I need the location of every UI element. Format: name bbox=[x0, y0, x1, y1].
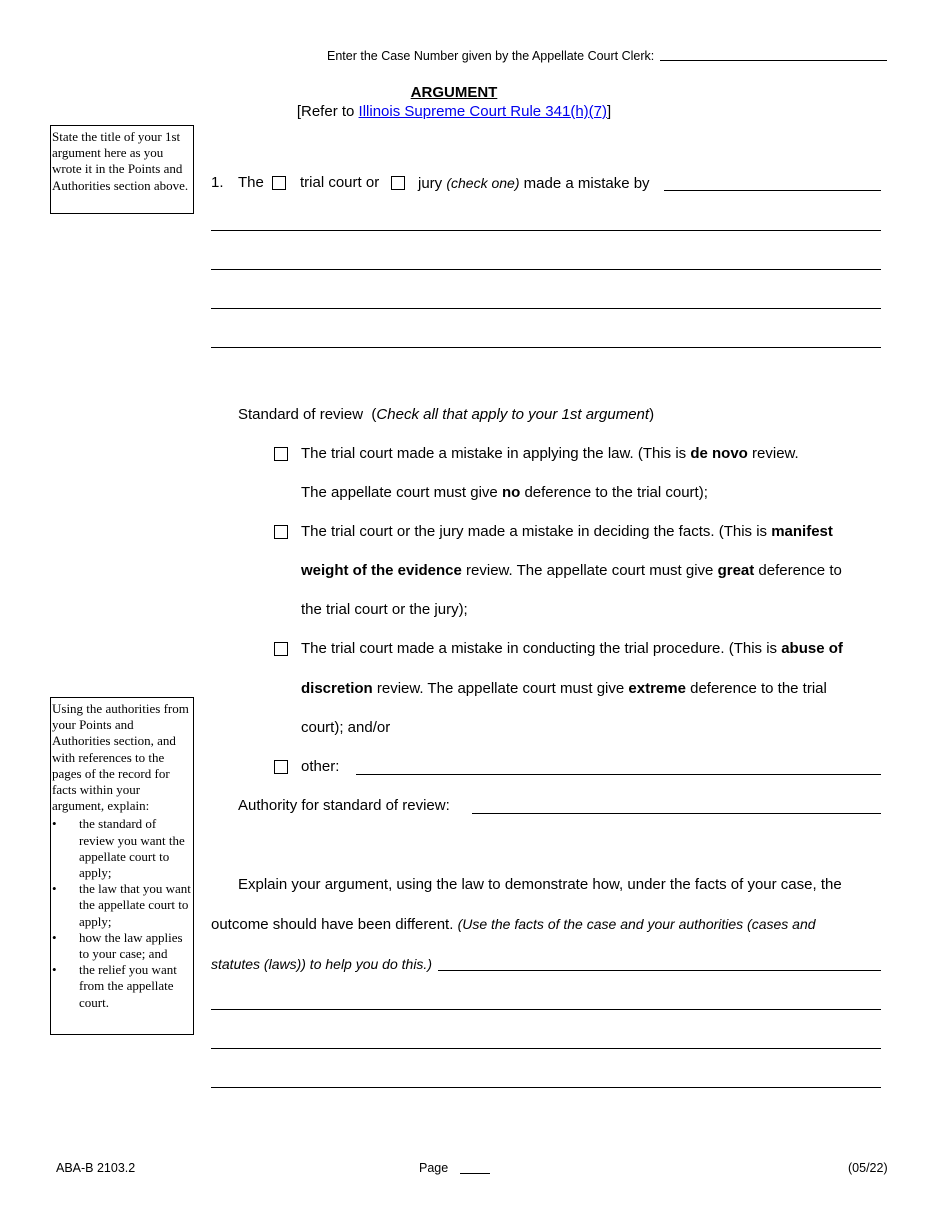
explain-line3: statutes (laws)) to help you do this.) bbox=[211, 956, 432, 972]
manifest-weight-checkbox[interactable] bbox=[274, 525, 288, 539]
form-date: (05/22) bbox=[848, 1161, 888, 1175]
option-manifest-line3: the trial court or the jury); bbox=[301, 601, 468, 618]
case-number-field[interactable] bbox=[660, 60, 887, 61]
argument-title-line-3[interactable] bbox=[211, 269, 881, 270]
argument-rest bbox=[418, 174, 650, 193]
page-title: ARGUMENT bbox=[410, 84, 498, 101]
authority-label: Authority for standard of review: bbox=[238, 797, 450, 814]
option-abuse-line1: The trial court made a mistake in conducting the trial procedure. (This is abuse of bbox=[301, 640, 843, 657]
check-one-hint: (check one) bbox=[446, 175, 520, 191]
option-manifest-line2: weight of the evidence review. The appellate court must give great deference to bbox=[301, 562, 842, 579]
page-number-field[interactable] bbox=[460, 1173, 490, 1174]
made-mistake-label: made a mistake by bbox=[523, 175, 650, 192]
option-abuse-line2: discretion review. The appellate court must give extreme deference to the trial bbox=[301, 680, 827, 697]
argument-title-line-5[interactable] bbox=[211, 347, 881, 348]
jury-checkbox[interactable] bbox=[391, 176, 405, 190]
list-item: • the standard of review you want the appellate court to apply; bbox=[52, 816, 191, 881]
argument-title-field[interactable] bbox=[664, 190, 881, 191]
refer-suffix: ] bbox=[606, 103, 612, 120]
rule-link[interactable]: Illinois Supreme Court Rule 341(h)(7) bbox=[358, 103, 607, 120]
option-abuse-line3: court); and/or bbox=[301, 719, 391, 736]
other-checkbox[interactable] bbox=[274, 760, 288, 774]
de-novo-checkbox[interactable] bbox=[274, 447, 288, 461]
list-item: • the law that you want the appellate court to apply; bbox=[52, 881, 191, 930]
trial-court-label: trial court or bbox=[300, 174, 380, 191]
explain-line2: outcome should have been different. (Use the facts of the case and your authorities (cases and bbox=[211, 916, 816, 933]
standard-label: Standard of review bbox=[238, 406, 364, 423]
explain-field-1[interactable] bbox=[438, 970, 881, 971]
explain-field-2[interactable] bbox=[211, 1009, 881, 1010]
option-manifest-line1: The trial court or the jury made a mistake in deciding the facts. (This is manifest bbox=[301, 523, 833, 540]
explain-line1: Explain your argument, using the law to demonstrate how, under the facts of your case, the bbox=[238, 876, 842, 893]
argument-title-line-2[interactable] bbox=[211, 230, 881, 231]
standard-hint: Check all that apply to your 1st argument bbox=[376, 406, 650, 423]
authority-field[interactable] bbox=[472, 813, 881, 814]
instruction-box-title: State the title of your 1st argument here as you wrote it in the Points and Authorities section above. bbox=[50, 125, 194, 214]
case-number-label: Enter the Case Number given by the Appellate Court Clerk: bbox=[327, 49, 655, 63]
argument-title-line-4[interactable] bbox=[211, 308, 881, 309]
rule-reference bbox=[0, 103, 908, 121]
abuse-of-discretion-checkbox[interactable] bbox=[274, 642, 288, 656]
option-de-novo-line2: The appellate court must give no deference to the trial court); bbox=[301, 484, 708, 501]
list-item: • how the law applies to your case; and bbox=[52, 930, 191, 962]
instruction-box-argument bbox=[50, 697, 194, 1035]
other-label: other: bbox=[301, 758, 340, 775]
option-de-novo-line1: The trial court made a mistake in applying the law. (This is de novo review. bbox=[301, 445, 799, 462]
list-item: • the relief you want from the appellate court. bbox=[52, 962, 191, 1011]
instruction-intro: Using the authorities from your Points and Authorities section, and with references to the pages of the record for facts within your argument, explain: bbox=[52, 701, 189, 814]
form-id: ABA-B 2103.2 bbox=[56, 1161, 136, 1175]
trial-court-checkbox[interactable] bbox=[272, 176, 286, 190]
argument-the: The bbox=[238, 174, 264, 191]
instruction-list bbox=[52, 816, 191, 1010]
other-field[interactable] bbox=[356, 774, 881, 775]
jury-label: jury bbox=[418, 175, 443, 192]
standard-of-review-heading: Standard of review (Check all that apply to your 1st argument) bbox=[238, 406, 655, 423]
explain-field-4[interactable] bbox=[211, 1087, 881, 1088]
refer-prefix: [Refer to bbox=[296, 103, 359, 120]
explain-field-3[interactable] bbox=[211, 1048, 881, 1049]
argument-number: 1. bbox=[211, 174, 224, 191]
page-label: Page bbox=[419, 1161, 449, 1175]
